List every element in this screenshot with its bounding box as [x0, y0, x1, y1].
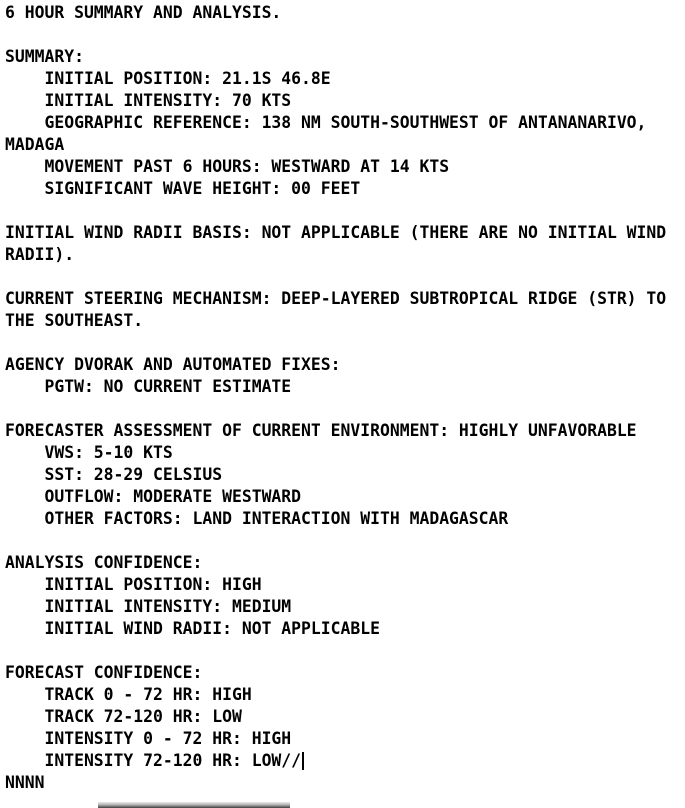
- text-line: THE SOUTHEAST.: [5, 311, 144, 330]
- text-line: INITIAL WIND RADII BASIS: NOT APPLICABLE (THERE ARE NO INITIAL WIND: [5, 223, 667, 242]
- text-line: MADAGA: [5, 135, 65, 154]
- text-line: [5, 200, 685, 222]
- text-line: INITIAL INTENSITY: MEDIUM: [5, 597, 292, 616]
- text-line: CURRENT STEERING MECHANISM: DEEP-LAYERED SUBTROPICAL RIDGE (STR) TO: [5, 289, 667, 308]
- text-line: SST: 28-29 CELSIUS: [5, 465, 223, 484]
- text-line: MOVEMENT PAST 6 HOURS: WESTWARD AT 14 KTS: [5, 157, 450, 176]
- text-line: AGENCY DVORAK AND AUTOMATED FIXES:: [5, 355, 341, 374]
- text-line: [5, 332, 685, 354]
- text-document[interactable]: [5, 2, 685, 794]
- cropped-bottom-element: [98, 802, 290, 808]
- text-line: GEOGRAPHIC REFERENCE: 138 NM SOUTH-SOUTHWEST OF ANTANANARIVO,: [5, 113, 647, 132]
- text-line: SIGNIFICANT WAVE HEIGHT: 00 FEET: [5, 179, 361, 198]
- text-line: FORECASTER ASSESSMENT OF CURRENT ENVIRONMENT: HIGHLY UNFAVORABLE: [5, 421, 637, 440]
- text-line: [5, 530, 685, 552]
- text-line: OUTFLOW: MODERATE WESTWARD: [5, 487, 302, 506]
- text-line: TRACK 72-120 HR: LOW: [5, 707, 242, 726]
- text-line: INITIAL INTENSITY: 70 KTS: [5, 91, 292, 110]
- text-line: INITIAL POSITION: 21.1S 46.8E: [5, 69, 331, 88]
- text-line: TRACK 0 - 72 HR: HIGH: [5, 685, 252, 704]
- text-line: 6 HOUR SUMMARY AND ANALYSIS.: [5, 3, 282, 22]
- text-line: [5, 24, 685, 46]
- text-line: INITIAL POSITION: HIGH: [5, 575, 262, 594]
- text-line: INTENSITY 0 - 72 HR: HIGH: [5, 729, 292, 748]
- text-line: INTENSITY 72-120 HR: LOW//: [5, 750, 685, 772]
- text-line: PGTW: NO CURRENT ESTIMATE: [5, 377, 292, 396]
- text-line: FORECAST CONFIDENCE:: [5, 663, 203, 682]
- text-line: SUMMARY:: [5, 47, 84, 66]
- text-line: NNNN: [5, 773, 45, 792]
- text-line: RADII).: [5, 245, 75, 264]
- text-line: [5, 266, 685, 288]
- text-line: VWS: 5-10 KTS: [5, 443, 173, 462]
- text-line: OTHER FACTORS: LAND INTERACTION WITH MADAGASCAR: [5, 509, 509, 528]
- text-line: [5, 398, 685, 420]
- text-cursor: [302, 752, 304, 770]
- text-line: ANALYSIS CONFIDENCE:: [5, 553, 203, 572]
- text-line: [5, 640, 685, 662]
- text-lines: [5, 2, 685, 794]
- text-line: INITIAL WIND RADII: NOT APPLICABLE: [5, 619, 380, 638]
